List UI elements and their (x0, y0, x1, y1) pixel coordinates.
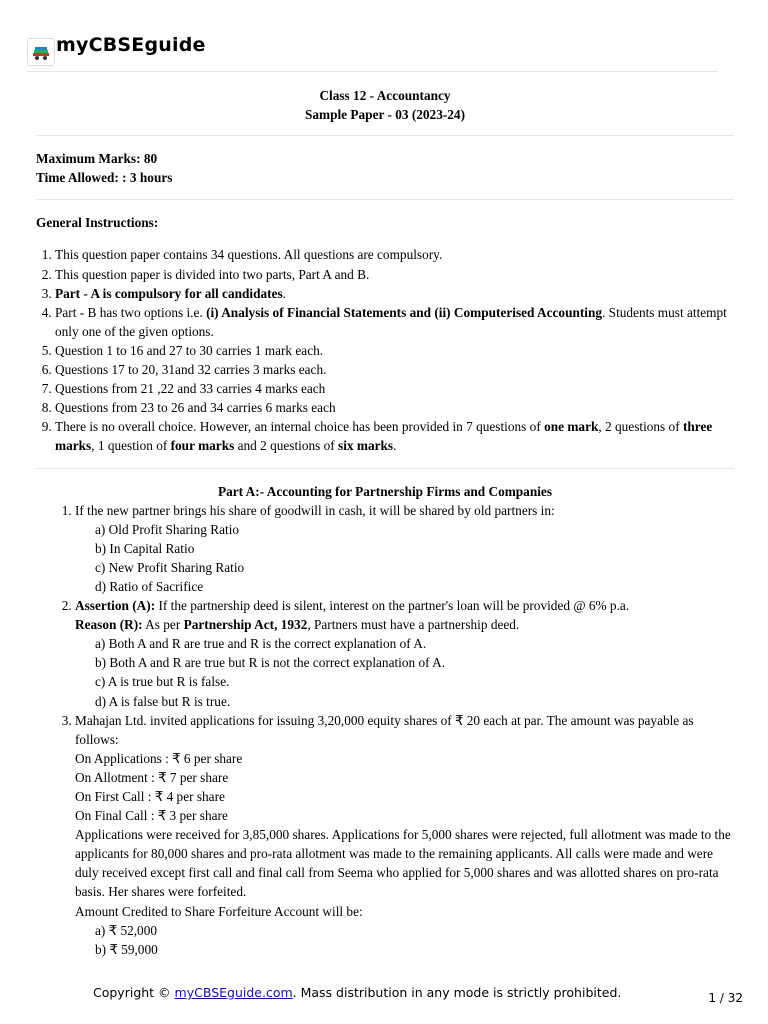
call-line: On Allotment : ₹ 7 per share (75, 769, 229, 785)
instruction-text: Questions from 23 to 26 and 34 carries 6 marks each (55, 400, 336, 416)
instruction-text: Questions from 21 ,22 and 33 carries 4 marks each (55, 381, 326, 397)
option-a: a) Both A and R are true and R is the correct explanation of A. (95, 636, 427, 652)
instructions-list (36, 245, 734, 455)
paper-sample-title: Sample Paper - 03 (2023-24) (304, 107, 466, 123)
option-c: c) New Profit Sharing Ratio (95, 559, 245, 575)
instruction-emphasis: four marks (170, 438, 235, 454)
instruction-item (55, 303, 734, 341)
question-text: 1. If the new partner brings his share of goodwill in cash, it will be shared by old partners in: (75, 502, 555, 518)
option-c: c) A is true but R is false. (95, 674, 230, 690)
option-b: b) ₹ 59,000 (95, 941, 158, 957)
questions-list (36, 501, 734, 959)
instruction-item (55, 341, 734, 360)
option-b: b) Both A and R are true but R is not the correct explanation of A. (95, 655, 446, 671)
option-a: a) ₹ 52,000 (95, 922, 158, 938)
option-a: a) Old Profit Sharing Ratio (95, 521, 240, 537)
call-line: On Applications : ₹ 6 per share (75, 750, 243, 766)
instruction-text: There is no overall choice. However, an internal choice has been provided in 7 questions of (55, 419, 545, 435)
reason-text: , Partners must have a partnership deed. (307, 617, 520, 633)
instruction-text: Part - A is compulsory for all candidates (55, 285, 283, 301)
max-marks: Maximum Marks: 80 (36, 151, 158, 167)
options (75, 921, 734, 959)
reason-emphasis: Partnership Act, 1932 (183, 617, 308, 633)
call-line: On Final Call : ₹ 3 per share (75, 808, 228, 824)
assertion-text: If the partnership deed is silent, interest on the partner's loan will be provided @ 6% p.a. (155, 598, 630, 614)
instruction-text: Question 1 to 16 and 27 to 30 carries 1 mark each. (55, 342, 324, 358)
site-header (27, 33, 718, 72)
instruction-item: 3. Part - A is compulsory for all candidates. (55, 284, 734, 303)
question-paragraph: Applications were received for 3,85,000 shares. Applications for 5,000 shares were rejected, full allotment was made to the applicants for 80,000 shares and pro-rata allotment was made to the remaining applicants. All calls were made and were duly received except first call and final call from Seema who applied for 5,000 shares and was allotted shares on pro-rata basis. Her shares were forfeited. (75, 827, 731, 900)
reason-label: Reason (R): (75, 617, 143, 633)
option-d: d) A is false but R is true. (95, 693, 231, 709)
instruction-item (55, 245, 734, 264)
assertion-line (75, 596, 734, 615)
copyright-notice (93, 985, 621, 1000)
question-text: 3. Mahajan Ltd. invited applications for issuing 3,20,000 equity shares of ₹ 20 each at par. The amount was payable as follows: (75, 712, 694, 747)
instruction-text: Questions 17 to 20, 31and 32 carries 3 marks each. (55, 362, 327, 378)
instruction-emphasis: one mark (544, 419, 599, 435)
reason-line (75, 615, 734, 634)
part-a-heading: Part A:- Accounting for Partnership Firms and Companies (217, 483, 552, 499)
instruction-emphasis: three marks (55, 419, 713, 454)
general-instructions-heading: General Instructions: (36, 215, 159, 231)
document-body (36, 86, 734, 959)
copyright-prefix: Copyright © (93, 985, 175, 1000)
question-ask: Amount Credited to Share Forfeiture Account will be: (75, 903, 363, 919)
instruction-item (55, 379, 734, 398)
instruction-emphasis: (i) Analysis of Financial Statements and (ii) Computerised Accounting (206, 304, 603, 320)
assertion-label: Assertion (A): (75, 598, 156, 614)
question-3 (75, 711, 734, 959)
instruction-text: This question paper is divided into two parts, Part A and B. (55, 266, 370, 282)
question-1 (75, 501, 734, 596)
divider (36, 199, 734, 200)
page-number: 1 / 32 (708, 991, 743, 1005)
option-b: b) In Capital Ratio (95, 540, 195, 556)
reason-text: As per (142, 617, 184, 633)
site-link[interactable]: myCBSEguide.com (174, 985, 293, 1000)
divider (36, 135, 734, 136)
instruction-text: . (393, 438, 397, 454)
instruction-item (55, 417, 734, 455)
time-allowed: Time Allowed: : 3 hours (36, 170, 173, 186)
brand-name[interactable]: myCBSEguide (56, 34, 206, 56)
instruction-text: and 2 questions of (234, 438, 339, 454)
copyright-suffix: . Mass distribution in any mode is strictly prohibited. (292, 985, 622, 1000)
instruction-text: This question paper contains 34 questions. All questions are compulsory. (55, 247, 443, 263)
instruction-item (55, 265, 734, 284)
paper-class-title: Class 12 - Accountancy (319, 88, 451, 103)
instruction-text: , 1 question of (91, 438, 171, 454)
instruction-text: , 2 questions of (598, 419, 683, 435)
instruction-item (55, 398, 734, 417)
call-line: On First Call : ₹ 4 per share (75, 789, 225, 804)
question-2 (75, 596, 734, 711)
instruction-text: . Students must attempt only one of the given options. (55, 304, 727, 339)
options (75, 520, 734, 596)
instruction-text: Part - B has two options i.e. (55, 304, 207, 320)
instruction-emphasis: six marks (338, 438, 394, 454)
option-d: d) Ratio of Sacrifice (95, 578, 204, 594)
divider (36, 468, 734, 469)
instruction-item (55, 360, 734, 379)
page-footer (0, 983, 768, 1005)
logo-icon[interactable] (27, 38, 55, 66)
options (75, 634, 734, 710)
